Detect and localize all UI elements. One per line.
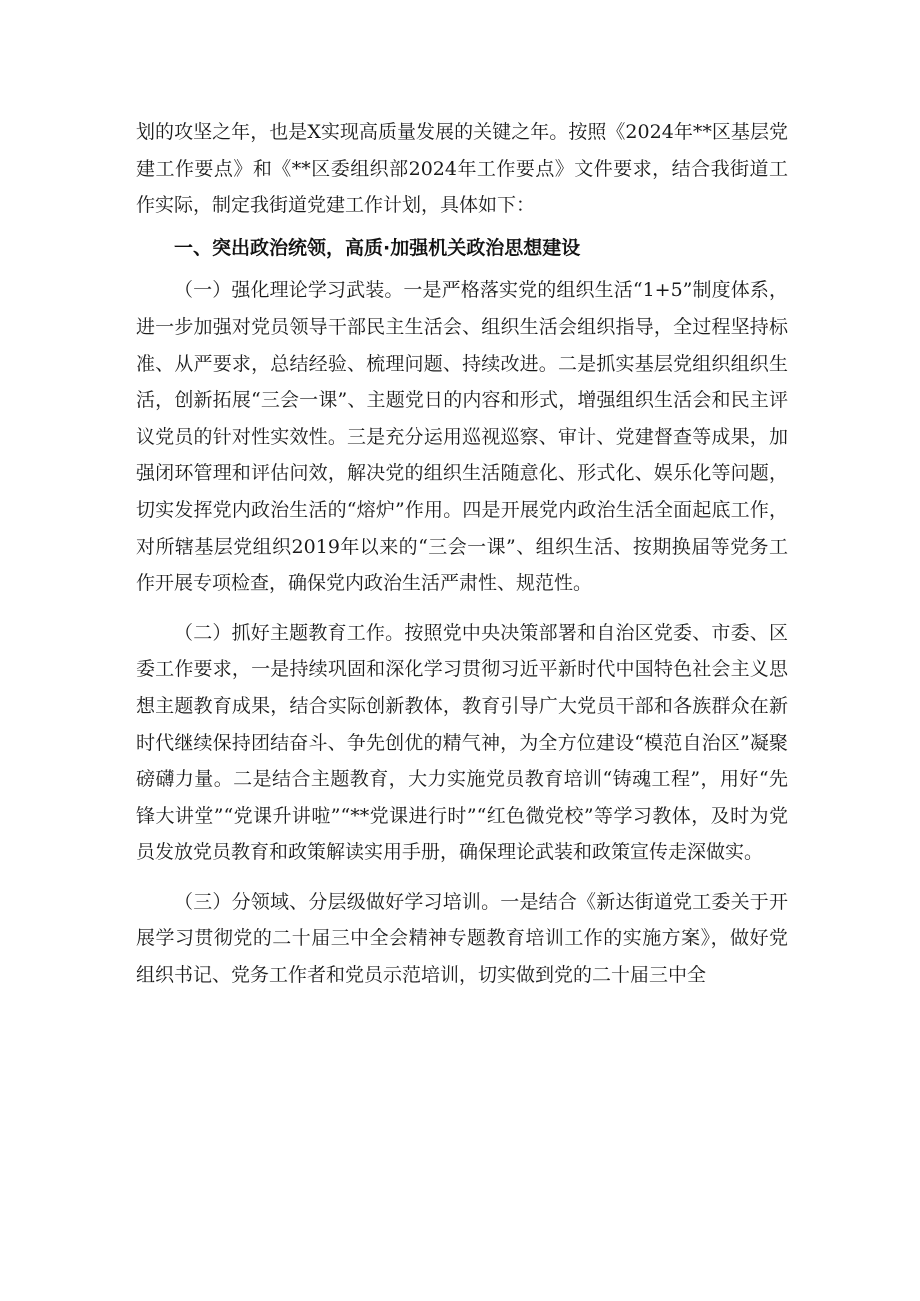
section-heading: 一、突出政治统领，高质·加强机关政治思想建设 [174, 236, 581, 259]
intro-paragraph: 划的攻坚之年，也是X实现高质量发展的关键之年。按照《2024年**区基层党建工作要点》和《**区委组织部2024年工作要点》文件要求，结合我街道工作实际，制定我街道党建工作计划，具体如下： [136, 121, 788, 217]
paragraph-theory-study: （一）强化理论学习武装。一是严格落实党的组织生活“1+5”制度体系，进一步加强对党员领导干部民主生活会、组织生活会组织指导，全过程坚持标准、从严要求，总结经验、梳理问题、持续改进。二是抓实基层党组织组织生活，创新拓展“三会一课”、主题党日的内容和形式，增强组织生活会和民主评议党员的针对性实效性。三是充分运用巡视巡察、审计、党建督查等成果，加强闭环管理和评估问效，解决党的组织生活随意化、形式化、娱乐化等问题，切实发挥党内政治生活的“熔炉”作用。四是开展党内政治生活全面起底工作，对所辖基层党组织2019年以来的“三会一课”、组织生活、按期换届等党务工作开展专项检查，确保党内政治生活严肃性、规范性。 [136, 279, 788, 595]
spacer [136, 871, 788, 884]
document-body [136, 114, 788, 994]
paragraph-training: （三）分领域、分层级做好学习培训。一是结合《新达街道党工委关于开展学习贯彻党的二十届三中全会精神专题教育培训工作的实施方案》，做好党组织书记、党务工作者和党员示范培训，切实做到党的二十届三中全 [136, 890, 788, 987]
paragraph-theme-education: （二）抓好主题教育工作。按照党中央决策部署和自治区党委、市委、区委工作要求，一是持续巩固和深化学习贯彻习近平新时代中国特色社会主义思想主题教育成果，结合实际创新教体，教育引导广大党员干部和各族群众在新时代继续保持团结奋斗、争先创优的精气神，为全方位建设“模范自治区”凝聚磅礴力量。二是结合主题教育，大力实施党员教育培训“铸魂工程”，用好“先锋大讲堂”“党课升讲啦”“**党课进行时”“红色微党校”等学习教体，及时为党员发放党员教育和政策解读实用手册，确保理论武装和政策宣传走深做实。 [136, 621, 788, 864]
spacer [136, 602, 788, 615]
